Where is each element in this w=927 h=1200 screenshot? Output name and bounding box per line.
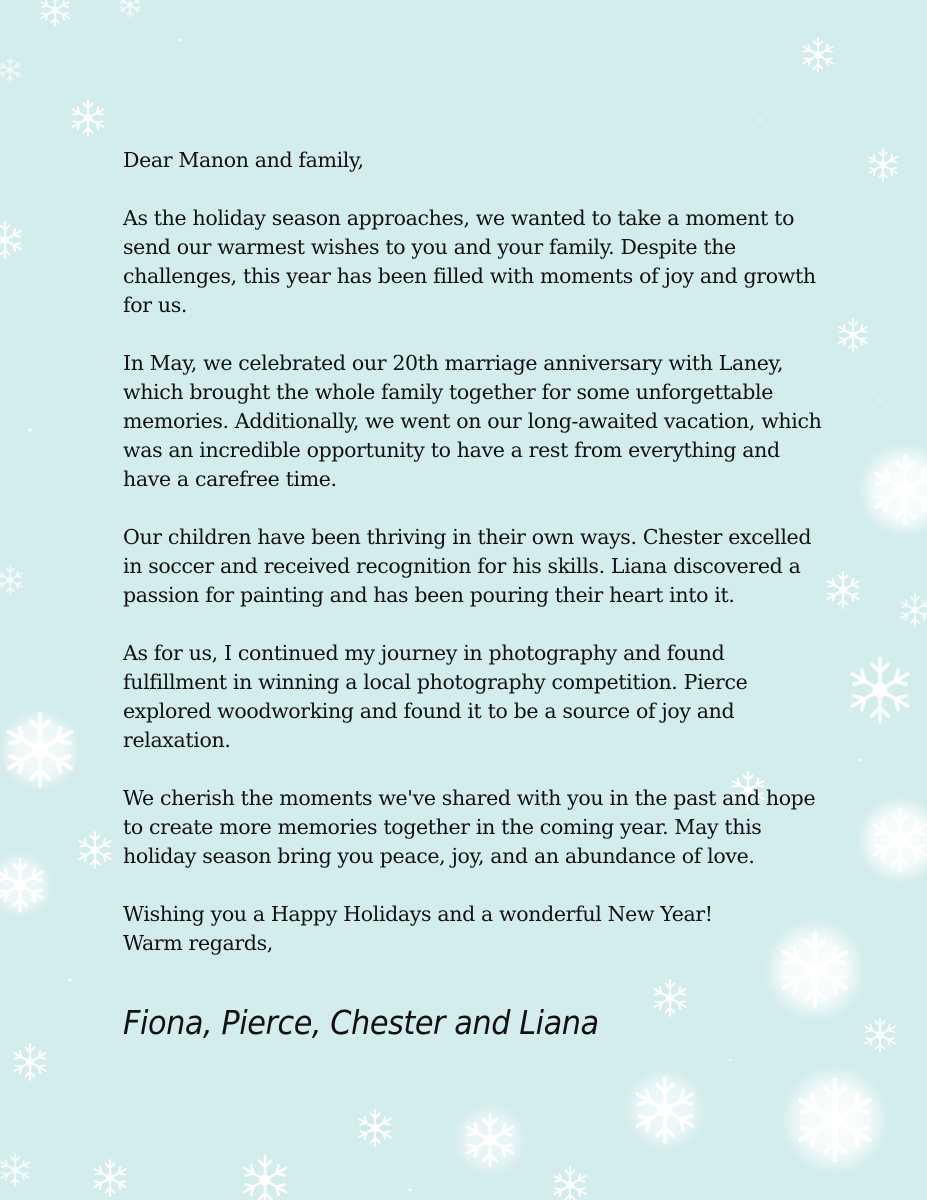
sign-off: Warm regards, bbox=[123, 931, 273, 955]
letter-paragraph: We cherish the moments we've shared with you in the past and hope to create more memories together in the coming year. May this holiday season bring you peace, joy, and an abundance of love. bbox=[123, 786, 816, 868]
snowflake-icon bbox=[359, 1110, 390, 1146]
snowflake-icon bbox=[1, 1154, 29, 1186]
snowflake-icon bbox=[852, 658, 907, 722]
letter-paragraph: Our children have been thriving in their own ways. Chester excelled in soccer and received recognition for his skills. Liana discovered a passion for painting and has been pouring their heart into it. bbox=[123, 525, 812, 607]
signature: Fiona, Pierce, Chester and Liana bbox=[123, 1003, 599, 1042]
letter-paragraph: As for us, I continued my journey in photography and found fulfillment in winning a local photography competition. Pierce explored woodworking and found it to be a source of joy and relaxation. bbox=[123, 641, 748, 752]
snowflake-icon bbox=[803, 38, 832, 72]
snowflake-icon bbox=[839, 319, 867, 351]
snowflake-icon bbox=[0, 222, 21, 258]
snowflake-icon bbox=[869, 149, 897, 181]
snowflake-icon bbox=[0, 58, 20, 82]
snowflake-icon bbox=[244, 1156, 286, 1200]
snowflake-icon bbox=[901, 594, 927, 626]
letter-greeting: Dear Manon and family, bbox=[123, 148, 364, 172]
snowflake-icon bbox=[654, 980, 685, 1016]
snowflake-icon bbox=[856, 796, 927, 884]
holiday-wish: Wishing you a Happy Holidays and a wonderful New Year! bbox=[123, 902, 713, 926]
snowflake-icon bbox=[14, 1044, 45, 1080]
snowflake-icon bbox=[857, 442, 927, 538]
snowflake-icon bbox=[41, 0, 69, 26]
letter-body bbox=[123, 146, 823, 958]
snowflake-icon bbox=[94, 1160, 125, 1196]
snowflake-icon bbox=[79, 832, 110, 868]
letter-closing bbox=[123, 900, 823, 958]
letter-paragraph: As the holiday season approaches, we wanted to take a moment to send our warmest wishes to you and your family. Despite the challenges, this year has been filled with moments of joy and growth for us. bbox=[123, 206, 816, 317]
letter-paragraph: In May, we celebrated our 20th marriage anniversary with Laney, which brought the whole family together for some unforgettable memories. Additionally, we went on our long-awaited vacation, which was an incredible opportunity to have a rest from everything and have a carefree time. bbox=[123, 351, 822, 491]
snowflake-icon bbox=[72, 100, 103, 136]
snowflake-icon bbox=[0, 566, 22, 594]
snowflake-icon bbox=[554, 1167, 585, 1200]
snowflake-icon bbox=[0, 851, 54, 919]
snowflake-icon bbox=[120, 0, 141, 17]
snowflake-icon bbox=[827, 572, 858, 608]
snowflake-icon bbox=[865, 1018, 894, 1052]
